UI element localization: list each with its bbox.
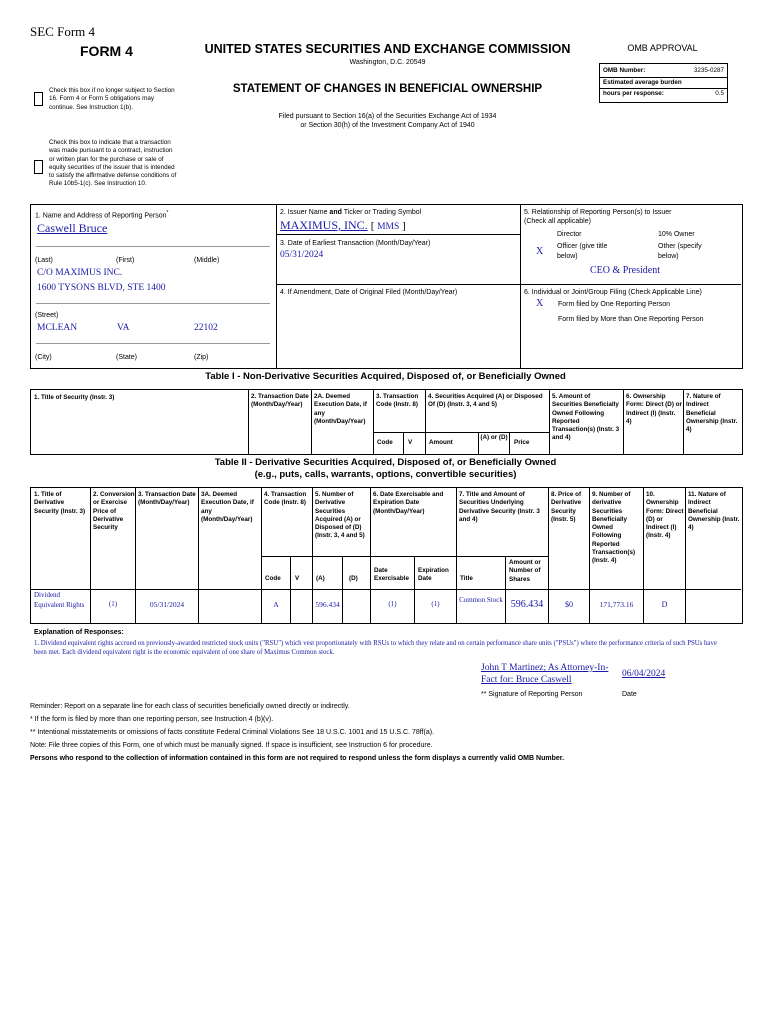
t2-row-acquired: 596.434 bbox=[315, 600, 340, 609]
ten-pct-owner-label: 10% Owner bbox=[658, 231, 695, 238]
officer-check-mark[interactable]: X bbox=[536, 246, 544, 257]
t2-h10: 10. Ownership Form: Direct (D) or Indirect (I) (Instr. 4) bbox=[646, 491, 684, 540]
filing-check-mark[interactable]: X bbox=[536, 298, 544, 309]
t2-sub-amount: Amount or Number of Shares bbox=[509, 559, 541, 583]
agency-location: Washington, D.C. 20549 bbox=[349, 59, 426, 66]
issuer-ticker: MMS bbox=[377, 222, 400, 232]
city-label: (City) bbox=[35, 354, 52, 361]
t2-row-underlying-amount: 596.434 bbox=[510, 599, 544, 610]
earliest-date-value: 05/31/2024 bbox=[280, 250, 324, 260]
signature-date: 06/04/2024 bbox=[622, 669, 666, 679]
signature-label: ** Signature of Reporting Person bbox=[481, 691, 583, 698]
t1-h4: 4. Securities Acquired (A) or Disposed Of (D) (Instr. 3, 4 and 5) bbox=[428, 393, 543, 409]
t2-sub-exercisable: Date Exercisable bbox=[374, 567, 410, 583]
note-multiple-persons: * If the form is filed by more than one reporting person, see Instruction 4 (b)(v). bbox=[30, 716, 274, 723]
middle-label: (Middle) bbox=[194, 257, 220, 264]
rule10b5-text: Check this box to indicate that a transaction was made pursuant to a contract, instruction or written plan for the purchase or sale of equity securities of the issuer that is intended to satisfy the affirmative defense conditions of Rule 10b5-1(c). See Instruction 10. bbox=[49, 139, 177, 188]
director-label: Director bbox=[557, 231, 582, 238]
t1-h5: 5. Amount of Securities Beneficially Owned Following Reported Transaction(s) (Instr. 3 and 4) bbox=[552, 393, 620, 442]
relationship-label-2: (Check all applicable) bbox=[524, 218, 591, 225]
t1-sub-amount: Amount bbox=[429, 439, 453, 446]
relationship-label-1: 5. Relationship of Reporting Person(s) to Issuer bbox=[524, 209, 672, 216]
filing-one-label: Form filed by One Reporting Person bbox=[558, 301, 671, 308]
t1-h1: 1. Title of Security (Instr. 3) bbox=[34, 394, 115, 401]
t2-sub-v: V bbox=[295, 575, 300, 582]
omb-number-value: 3235-0287 bbox=[693, 67, 724, 74]
other-label-2: below) bbox=[658, 253, 679, 260]
issuer-name-ticker: MAXIMUS, INC. [ MMS ] bbox=[280, 218, 406, 232]
t2-h9: 9. Number of derivative Securities Beneficially Owned Following Reported Transaction(s) (Instr. 4) bbox=[592, 491, 636, 565]
amendment-label: 4. If Amendment, Date of Original Filed (Month/Day/Year) bbox=[280, 289, 458, 296]
omb-burden-label: Estimated average burden bbox=[603, 79, 682, 86]
t2-h5: 5. Number of Derivative Securities Acquired (A) or Disposed of (D) (Instr. 3, 4 and 5) bbox=[315, 491, 365, 540]
t2-h11: 11. Nature of Indirect Beneficial Ownership (Instr. 4) bbox=[688, 491, 740, 532]
filed-pursuant-line-2: or Section 30(h) of the Investment Company Act of 1940 bbox=[300, 122, 475, 129]
state-value: VA bbox=[117, 323, 130, 333]
t2-row-owned: 171,773.16 bbox=[599, 600, 634, 609]
section16-checkbox[interactable] bbox=[34, 92, 43, 106]
t2-h8: 8. Price of Derivative Security (Instr. 5) bbox=[551, 491, 582, 523]
state-label: (State) bbox=[116, 354, 138, 361]
filing-label: 6. Individual or Joint/Group Filing (Check Applicable Line) bbox=[524, 289, 702, 296]
earliest-date-label: 3. Date of Earliest Transaction (Month/Day/Year) bbox=[280, 240, 431, 247]
t2-row-expiration: (1) bbox=[431, 600, 440, 608]
t2-row-ownership: D bbox=[661, 600, 668, 609]
t2-h3a: 3A. Deemed Execution Date, if any (Month/Day/Year) bbox=[201, 491, 254, 523]
omb-title: OMB APPROVAL bbox=[627, 43, 698, 53]
table2-title-1: Table II - Derivative Securities Acquired, Disposed of, or Beneficially Owned bbox=[214, 457, 557, 468]
address-line-1: C/O MAXIMUS INC. bbox=[37, 268, 123, 278]
form-name: FORM 4 bbox=[80, 43, 133, 59]
t2-h2: 2. Conversion or Exercise Price of Derivative Security bbox=[93, 491, 135, 532]
omb-hours-value: 0.5 bbox=[715, 90, 724, 97]
t1-h2a: 2A. Deemed Execution Date, if any (Month/Day/Year) bbox=[314, 393, 367, 425]
last-label: (Last) bbox=[35, 257, 53, 264]
note-copies: Note: File three copies of this Form, one of which must be manually signed. If space is insufficient, see Instruction 6 for procedure. bbox=[30, 742, 433, 749]
t2-row-exercisable: (1) bbox=[388, 600, 397, 608]
t1-h2: 2. Transaction Date (Month/Day/Year) bbox=[251, 393, 309, 409]
t1-sub-code: Code bbox=[377, 439, 393, 446]
city-value: MCLEAN bbox=[37, 323, 78, 333]
t2-row-date: 05/31/2024 bbox=[149, 600, 185, 609]
omb-hours-label: hours per response: bbox=[603, 90, 664, 97]
omb-number-label: OMB Number: bbox=[603, 67, 646, 74]
t2-h7: 7. Title and Amount of Securities Underlying Derivative Security (Instr. 3 and 4) bbox=[459, 491, 540, 523]
t1-h3: 3. Transaction Code (Instr. 8) bbox=[376, 393, 419, 409]
note-misstatements: ** Intentional misstatements or omissions of facts constitute Federal Criminal Violations See 18 U.S.C. 1001 and 15 U.S.C. 78ff(a). bbox=[30, 729, 434, 736]
explanation-text: 1. Dividend equivalent rights accrued on previously-awarded restricted stock units ("RSU") which vest proportionately with RSUs to which they relate and on certain performance share units ("PSUs") where the performance criteria of such PSUs have been met. Each dividend equivalent right is the economic equivalent of one share of Maximus Common stock. bbox=[34, 640, 717, 656]
t2-sub-a: (A) bbox=[316, 575, 325, 582]
explanation-label: Explanation of Responses: bbox=[34, 629, 124, 636]
t2-sub-d: (D) bbox=[349, 575, 358, 582]
note-omb: Persons who respond to the collection of information contained in this form are not required to respond unless the form displays a currently valid OMB Number. bbox=[30, 755, 565, 762]
t1-h6: 6. Ownership Form: Direct (D) or Indirect (I) (Instr. 4) bbox=[626, 393, 682, 425]
officer-label-1: Officer (give title bbox=[557, 243, 608, 250]
sec-form-label: SEC Form 4 bbox=[30, 24, 96, 39]
t2-sub-code: Code bbox=[265, 575, 281, 582]
issuer-name[interactable]: MAXIMUS, INC. bbox=[280, 218, 368, 232]
reporting-person-label: 1. Name and Address of Reporting Person* bbox=[35, 210, 169, 220]
t2-row-conversion: (1) bbox=[108, 600, 118, 608]
issuer-label: 2. Issuer Name and Ticker or Trading Symbol bbox=[280, 209, 422, 216]
street-label: (Street) bbox=[35, 312, 59, 319]
filing-more-label: Form filed by More than One Reporting Person bbox=[558, 316, 704, 323]
omb-box bbox=[599, 63, 728, 103]
t2-row-price: $0 bbox=[565, 600, 573, 609]
t2-h6: 6. Date Exercisable and Expiration Date (Month/Day/Year) bbox=[373, 491, 444, 515]
rule10b5-checkbox[interactable] bbox=[34, 160, 43, 174]
t1-sub-aord: (A) or (D) bbox=[480, 434, 508, 441]
signature[interactable]: John T Martinez; As Attorney-In-Fact for: Bruce Caswell bbox=[481, 663, 609, 685]
first-label: (First) bbox=[116, 257, 135, 264]
reporting-person-name[interactable]: Caswell Bruce bbox=[37, 221, 108, 235]
reminder-text: Reminder: Report on a separate line for each class of securities beneficially owned directly or indirectly. bbox=[30, 703, 350, 710]
t1-h7: 7. Nature of Indirect Beneficial Ownership (Instr. 4) bbox=[686, 393, 738, 434]
t2-row-title: Dividend Equivalent Rights bbox=[34, 591, 85, 609]
zip-value: 22102 bbox=[194, 323, 218, 333]
zip-label: (Zip) bbox=[194, 354, 209, 361]
t2-h3: 3. Transaction Date (Month/Day/Year) bbox=[138, 491, 196, 507]
other-label-1: Other (specify bbox=[658, 243, 702, 250]
t2-row-code: A bbox=[273, 600, 279, 609]
address-line-2: 1600 TYSONS BLVD, STE 1400 bbox=[37, 283, 166, 293]
table1-title: Table I - Non-Derivative Securities Acquired, Disposed of, or Beneficially Owned bbox=[205, 371, 566, 382]
table2-title-2: (e.g., puts, calls, warrants, options, convertible securities) bbox=[254, 469, 517, 480]
t2-sub-title: Title bbox=[460, 575, 473, 582]
t2-h1: 1. Title of Derivative Security (Instr. 3) bbox=[34, 491, 86, 515]
agency-title: UNITED STATES SECURITIES AND EXCHANGE COMMISSION bbox=[204, 42, 571, 56]
t2-row-underlying-title: Common Stock bbox=[459, 596, 503, 604]
t2-h4: 4. Transaction Code (Instr. 8) bbox=[264, 491, 307, 507]
t1-sub-v: V bbox=[408, 439, 413, 446]
statement-title: STATEMENT OF CHANGES IN BENEFICIAL OWNERSHIP bbox=[232, 83, 543, 95]
section16-text: Check this box if no longer subject to Section 16. Form 4 or Form 5 obligations may continue. See Instruction 1(b). bbox=[49, 87, 175, 111]
officer-title: CEO & President bbox=[590, 265, 660, 276]
date-label: Date bbox=[622, 691, 637, 698]
officer-label-2: below) bbox=[557, 253, 578, 260]
t1-sub-price: Price bbox=[514, 439, 530, 446]
filed-pursuant-line-1: Filed pursuant to Section 16(a) of the Securities Exchange Act of 1934 bbox=[278, 113, 497, 120]
t2-sub-expiration: Expiration Date bbox=[418, 567, 449, 583]
